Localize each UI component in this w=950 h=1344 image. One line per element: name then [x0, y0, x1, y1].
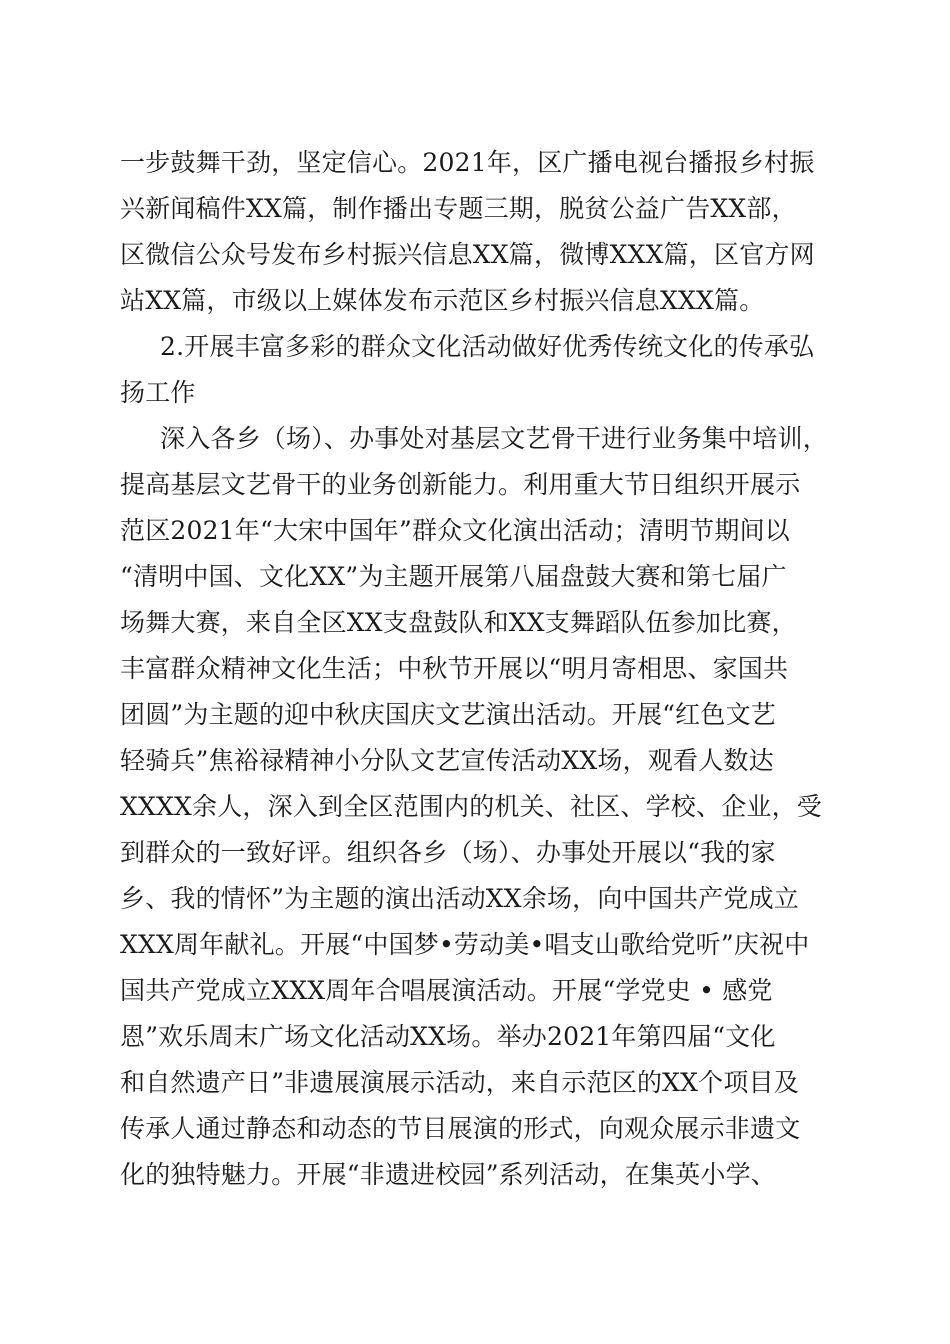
text-line: XXX周年献礼。开展“中国梦•劳动美•唱支山歌给党听”庆祝中 [120, 930, 810, 959]
text-line: 恩”欢乐周末广场文化活动XX场。举办2021年第四届“文化 [120, 1022, 776, 1051]
text-line: 到群众的一致好评。组织各乡（场）、办事处开展以“我的家 [120, 838, 776, 867]
text-line: 乡、我的情怀”为主题的演出活动XX余场，向中国共产党成立 [120, 884, 799, 913]
text-line: 团圆”为主题的迎中秋庆国庆文艺演出活动。开展“红色文艺 [120, 700, 776, 729]
text-line: 深入各乡（场）、办事处对基层文艺骨干进行业务集中培训， [160, 424, 828, 453]
text-line: 提高基层文艺骨干的业务创新能力。利用重大节日组织开展示 [120, 470, 801, 499]
text-line: 化的独特魅力。开展“非遗进校园”系列活动，在集英小学、 [120, 1160, 776, 1189]
text-line: 区微信公众号发布乡村振兴信息XX篇，微博XXX篇，区官方网 [120, 240, 815, 269]
text-line: 传承人通过静态和动态的节目展演的形式，向观众展示非遗文 [120, 1114, 801, 1143]
text-line: 站XX篇，市级以上媒体发布示范区乡村振兴信息XXX篇。 [120, 286, 765, 315]
text-line: 和自然遗产日”非遗展演展示活动，来自示范区的XX个项目及 [120, 1068, 799, 1097]
text-line: 一步鼓舞干劲，坚定信心。2021年，区广播电视台播报乡村振 [120, 148, 815, 177]
text-line: 兴新闻稿件XX篇，制作播出专题三期，脱贫公益广告XX部， [120, 194, 797, 223]
section-heading: 2.开展丰富多彩的群众文化活动做好优秀传统文化的传承弘 [160, 332, 815, 361]
text-line: “清明中国、文化XX”为主题开展第八届盘鼓大赛和第七届广 [120, 562, 787, 591]
section-heading-cont: 扬工作 [120, 378, 196, 407]
text-line: 丰富群众精神文化生活；中秋节开展以“明月寄相思、家国共 [120, 654, 789, 683]
text-line: 范区2021年“大宋中国年”群众文化演出活动；清明节期间以 [120, 516, 790, 545]
text-line: XXXX余人，深入到全区范围内的机关、社区、学校、企业，受 [120, 792, 822, 821]
text-line: 场舞大赛，来自全区XX支盘鼓队和XX支舞蹈队伍参加比赛， [120, 608, 797, 637]
text-line: 国共产党成立XXX周年合唱展演活动。开展“学党史 • 感党 [120, 976, 773, 1005]
text-line: 轻骑兵”焦裕禄精神小分队文艺宣传活动XX场，观看人数达 [120, 746, 774, 775]
